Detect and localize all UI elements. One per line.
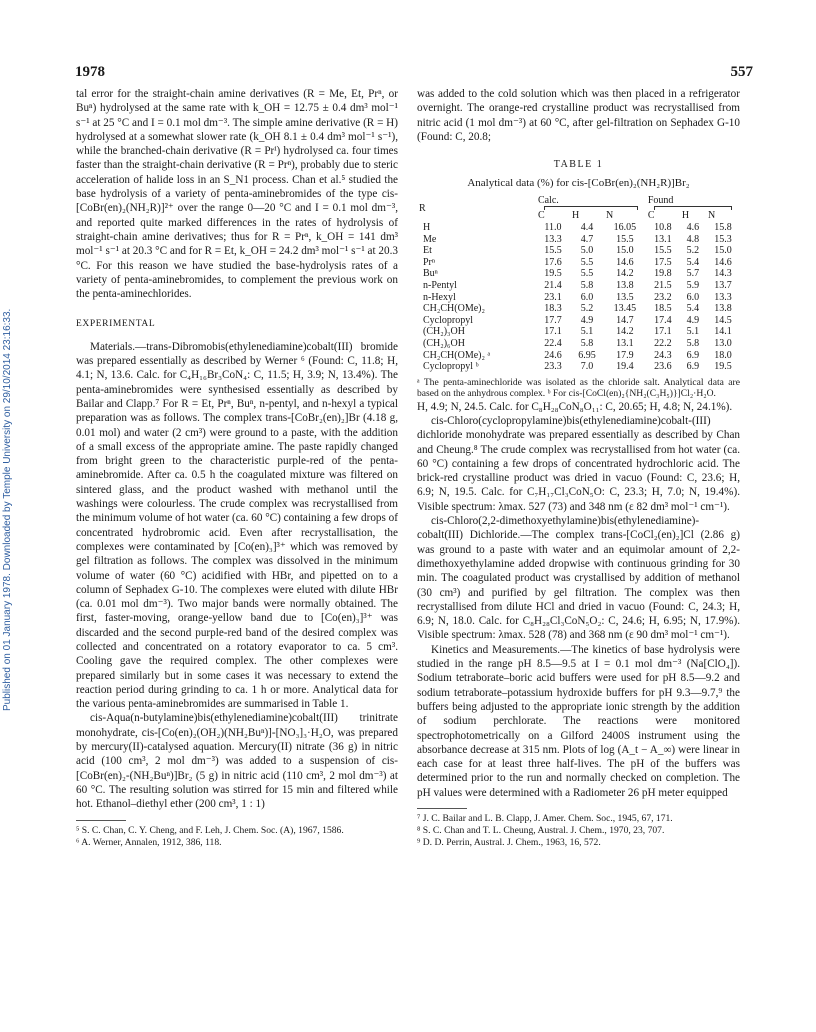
table-cell-value: 15.0 [616,245,634,257]
table-cell-value: 5.2 [686,245,700,257]
table-cell-r: Me [423,233,437,245]
table-cell-value: 5.5 [580,268,594,280]
footnote-divider [76,820,126,821]
table-cell-value: 15.0 [714,245,732,257]
header-year: 1978 [75,64,105,80]
footnote-9: ⁹ D. D. Perrin, Austral. J. Chem., 1963, 16, 572. [417,837,601,849]
table-cell-value: 19.5 [714,361,732,373]
table-header-cell: C [537,210,545,222]
table-cell-value: 4.9 [580,314,594,326]
table-cell-r: H [423,221,431,233]
table-cell-value: 23.6 [654,361,672,373]
table-cell-r: Cyclopropyl [423,314,473,326]
table-cell-value: 16.05 [613,221,637,233]
table-cell-r: n-Hexyl [423,291,456,303]
table-cell-value: 4.9 [686,314,700,326]
table-cell-value: 6.0 [580,291,594,303]
table-cell-value: 21.4 [544,279,562,291]
table-cell-value: 18.5 [654,303,672,315]
table-cell-value: 13.1 [654,233,672,245]
table-cell-value: 23.2 [654,291,672,303]
table-cell-value: 22.4 [544,337,562,349]
table-cell-value: 19.5 [544,268,562,280]
table-cell-value: 13.7 [714,279,732,291]
table-cell-value: 13.8 [616,279,634,291]
table-group-calc: Calc. [536,195,646,211]
table-cell-r: Prⁿ [423,256,436,268]
table-cell-value: 17.7 [544,314,562,326]
footnote-5: ⁵ S. C. Chan, C. Y. Cheng, and F. Leh, J. Chem. Soc. (A), 1967, 1586. [76,824,344,836]
table-cell-value: 11.0 [544,221,562,233]
table-cell-value: 15.5 [544,245,562,257]
right-paragraph-1: was added to the cold solution which was then placed in a refrigerator overnight. The orange-red crystalline product was recrystallised from nitric acid (1 mol dm⁻³) at 60 °C, after gel-filtration on Sephadex G-10 (Found: C, 20.8; [417,88,740,143]
table-cell-value: 10.8 [654,221,672,233]
table-cell-value: 5.1 [580,326,594,338]
materials-paragraph: Materials.—trans-Dibromobis(ethylenediamine)cobalt(III) bromide was prepared essentially as described by Werner ⁶ (Found: C, 11.8; H, 4.1; N, 13.6. Calc. for C₄H₁₆Br₃CoN₄: C, 11.5; H, 3.9; N, 13.4%). The penta-aminebromides were synthesised essentially as described by Bailar and Clapp.⁷ For R = Et, Prⁿ, Buⁿ, n-pentyl, and n-hexyl a typical preparation was as follows. The complex trans-[CoBr₂(en)₂]Br (4.18 g, 0.01 mol) and water (2 cm³) were ground to a paste, with the addition of a small excess of the appropriate amine. The paste rapidly changed from bright green to the characteristic purple-red of the penta-aminebromide. After ca. 0.5 h the coagulated mixture was filtered on sintered glass, and the product washed with methanol until the washings were colourless. The crude complex was recrystallised from the minimum volume of hot water (ca. 60 °C) containing a few drops of concentrated hydrobromic acid. Even after recrystallisation, the complexes were contaminated by [Co(en)₃]³⁺ which was removed by gel filtration as follows. The complex was dissolved in the minimum volume of water (60 °C) acidified with HBr, and pipetted on to a column of Sephadex G-10. The complexes were eluted with dilute HBr (ca. 0.01 mol dm⁻³). Two major bands were normally obtained. The first, faster-moving, orange-yellow band due to [Co(en)₃]³⁺ was discarded and the second purple-red band of the desired complex was collected and concentrated on a rotatory evaporator to ca. 5 cm³. Cooling gave the required complex. The other complexes were prepared similarly but in some cases it was necessary to extend the reaction period during grinding to ca. 1 h or more. Analytical data for the various penta-aminebromides are summarised in Table 1. [76,340,398,711]
table-cell-value: 14.1 [714,326,732,338]
aqua-complex-paragraph: cis-Aqua(n-butylamine)bis(ethylenediamine)cobalt(III) trinitrate monohydrate, cis-[Co(en)₂(OH₂)(NH₂Buⁿ)]-[NO₃]₃·H₂O, was prepared by mercury(II)-catalysed aquation. Mercury(II) nitrate (36 g) in nitric acid (100 cm³, 2 mol dm⁻³) was added to a suspension of cis-[CoBr(en)₂-(NH₂Buⁿ)]Br₂ (5 g) in nitric acid (110 cm³, 2 mol dm⁻³) at 60 °C. The resulting solution was stirred for 15 min and filtered while hot. Ethanol–diethyl ether (200 cm³, 1 : 1) [76,712,398,811]
table-cell-value: 13.45 [613,303,637,315]
table-cell-value: 5.4 [686,303,700,315]
table-row [417,222,740,234]
table-cell-value: 5.4 [686,256,700,268]
table-cell-value: 22.2 [654,337,672,349]
table-cell-value: 19.4 [616,361,634,373]
table-cell-value: 5.8 [580,337,594,349]
table-cell-value: 6.0 [686,291,700,303]
download-watermark[interactable]: Published on 01 January 1978. Downloaded by Temple University on 29/10/2014 23:16:33. [2,308,13,712]
table-cell-value: 5.1 [686,326,700,338]
table-row [417,361,740,373]
table-cell-value: 4.8 [686,233,700,245]
table-cell-value: 6.9 [686,361,700,373]
cyclopropyl-paragraph: cis-Chloro(cyclopropylamine)bis(ethylenediamine)cobalt-(III) dichloride monohydrate was prepared essentially as described by Chan and Cheung.⁸ The crude complex was recrystallised from hot water (ca. 60 °C) containing a few drops of concentrated hydrochloric acid. The brick-red crystalline product was dried in vacuo (Found: C, 23.6; H, 6.9; N, 19.5. Calc. for C₇H₁₇Cl₃CoN₅O: C, 23.3; H, 7.0; N, 19.4%). Visible spectrum: λmax. 527 (73) and 348 nm (ε 82 dm³ mol⁻¹ cm⁻¹). [417,414,740,513]
table-cell-value: 17.4 [654,314,672,326]
table-body [417,222,740,373]
table-cell-value: 5.7 [686,268,700,280]
header-page-number: 557 [730,64,753,80]
table-row [417,303,740,315]
footnote-6: ⁶ A. Werner, Annalen, 1912, 386, 118. [76,836,222,848]
table-cell-value: 14.3 [714,268,732,280]
table-cell-value: 15.5 [616,233,634,245]
table-cell-value: 5.9 [686,279,700,291]
table-row [417,257,740,269]
table-group-found: Found [646,195,740,211]
table-cell-r: CH₂CH(OMe)₂ [423,303,485,315]
table-cell-value: 4.4 [580,221,594,233]
table-cell-value: 13.8 [714,303,732,315]
table-cell-r: (CH₂)₆OH [423,337,465,349]
table-row [417,245,740,257]
table-header-r: R [419,202,426,214]
table-cell-value: 14.5 [714,314,732,326]
table-row [417,326,740,338]
table-row [417,292,740,304]
table-cell-r: Buⁿ [423,268,438,280]
table-cell-value: 18.0 [714,349,732,361]
dimethoxy-paragraph: cis-Chloro(2,2-dimethoxyethylamine)bis(ethylenediamine)-cobalt(III) Dichloride.—The complex trans-[CoCl₂(en)₂]Cl (2.86 g) was ground to a paste with water and an equimolar amount of 2,2-dimethoxyethylamine added dropwise with continuous grinding for 30 min. The coagulated product was crystallised by addition of methanol (30 cm³) and purified by gel filtration. The complex was then recrystallised from dilute HCl and dried in vacuo (Found: C, 24.3; H, 6.9; N, 18.0. Calc. for C₈H₂₈Cl₃CoN₅O₂: C, 24.6; H, 6.95; N, 17.9%). Visible spectrum: λmax. 528 (78) and 368 nm (ε 90 dm³ mol⁻¹ cm⁻¹). [417,515,740,642]
table-cell-value: 5.2 [580,303,594,315]
table-header-cell: C [647,210,655,222]
table-cell-value: 15.8 [714,221,732,233]
table-cell-value: 13.3 [714,291,732,303]
table-cell-value: 17.6 [544,256,562,268]
table-title: Analytical data (%) for cis-[CoBr(en)₂(NH₂R)]Br₂ [467,177,690,190]
table-cell-value: 4.7 [580,233,594,245]
table-row [417,280,740,292]
footnote-8: ⁸ S. C. Chan and T. L. Cheung, Austral. J. Chem., 1970, 23, 707. [417,825,665,837]
table-caption: TABLE 1 [553,159,604,171]
table-header-cell: H [571,210,580,222]
table-cell-value: 17.1 [544,326,562,338]
table-cell-value: 17.1 [654,326,672,338]
table-header-cell: H [681,210,690,222]
table-cell-value: 15.3 [714,233,732,245]
table-cell-r: Cyclopropyl ᵇ [423,361,479,373]
table-cell-value: 21.5 [654,279,672,291]
left-paragraph-1: tal error for the straight-chain amine derivatives (R = Me, Et, Prⁿ, or Buⁿ) hydrolysed at the same rate with k_OH = 12.75 ± 0.4 dm³ mol⁻¹ s⁻¹ at 25 °C and I = 0.1 mol dm⁻³. The simple amine derivative (R = H) hydrolysed at a somewhat slower rate (k_OH 8.1 ± 0.4 dm³ mol⁻¹ s⁻¹), while the branched-chain derivative (R = Prⁱ) hydrolysed ca. four times faster than the straight-chain derivative (R = Prⁿ), probably due to steric acceleration of halide loss in an S_N1 process. Chan et al.⁵ studied the base hydrolysis of a variety of penta-aminebromides of the type cis-[CoBr(en)₂(NH₂R)]²⁺ over the range 0—20 °C and I = 0.1 mol dm⁻³, and reported quite marked differences in the rates of hydrolysis of straight-chain amine derivatives; thus for R = Prⁿ, k_OH = 141 dm³ mol⁻¹ s⁻¹ at 20.3 °C and for R = Et, k_OH = 24.2 dm³ mol⁻¹ s⁻¹ at 20.3 °C. For this reason we have studied the base-hydrolysis rates of a variety of penta-aminebromides, to complement the previous work on the penta-aminechlorides. [76,88,398,301]
table-cell-r: (CH₂)₃OH [423,326,465,338]
table-cell-value: 14.2 [616,326,634,338]
table-cell-value: 13.3 [544,233,562,245]
table-cell-value: 14.2 [616,268,634,280]
table-row [417,268,740,280]
table-cell-value: 13.0 [714,337,732,349]
table-cell-value: 14.6 [714,256,732,268]
table-cell-value: 6.9 [686,349,700,361]
kinetics-paragraph: Kinetics and Measurements.—The kinetics of base hydrolysis were studied in the range pH 8.5—9.5 at I = 0.1 mol dm⁻³ (Na[ClO₄]). Sodium tetraborate–boric acid buffers were used for pH 8.5—9.2 and sodium tetraborate–potassium hydroxide buffers for pH 9.3—9.7,⁹ the buffers being adjusted to the appropriate ionic strength by the addition of sodium perchlorate. The reactions were monitored spectrophotometrically on a Gilford 2400S instrument using the absorbance decrease at 315 nm. Plots of log (A_t − A_∞) were linear in each case for at least three half-lives. The pH of the buffers was determined prior to the run and normally checked on completion. The pH values were determined with a Radiometer 26 pH meter equipped [417,643,740,799]
table-cell-value: 15.5 [654,245,672,257]
table-cell-value: 4.6 [686,221,700,233]
table-header-cell: N [605,210,614,222]
table-cell-r: n-Pentyl [423,279,457,291]
analytical-data-table [417,195,740,373]
table-cell-value: 17.5 [654,256,672,268]
table-cell-value: 17.9 [616,349,634,361]
table-row [417,315,740,327]
table-cell-value: 24.3 [654,349,672,361]
right-paragraph-2: H, 4.9; N, 24.5. Calc. for C₈H₂₈CoN₈O₁₁: C, 20.65; H, 4.8; N, 24.1%). [417,400,733,413]
table-row [417,350,740,362]
table-cell-value: 5.8 [686,337,700,349]
table-cell-value: 13.5 [616,291,634,303]
table-cell-value: 6.95 [578,349,596,361]
table-note: ᵃ The penta-aminechloride was isolated as the chloride salt. Analytical data are based on the anhydrous complex. ᵇ For cis-[CoCl(en)₂{NH₂(C₃H₅)}]Cl₂·H₂O. [417,376,740,400]
table-cell-r: Et [423,245,432,257]
table-row [417,234,740,246]
table-cell-value: 5.8 [580,279,594,291]
table-cell-value: 5.0 [580,245,594,257]
table-cell-r: CH₂CH(OMe)₂ ᵃ [423,349,491,361]
table-cell-value: 14.7 [616,314,634,326]
table-cell-value: 13.1 [616,337,634,349]
footnote-divider [417,808,467,809]
table-cell-value: 14.6 [616,256,634,268]
table-cell-value: 19.8 [654,268,672,280]
table-cell-value: 23.1 [544,291,562,303]
footnote-7: ⁷ J. C. Bailar and L. B. Clapp, J. Amer. Chem. Soc., 1945, 67, 171. [417,813,673,824]
table-cell-value: 24.6 [544,349,562,361]
right-column [417,87,740,850]
table-cell-value: 5.5 [580,256,594,268]
table-cell-value: 7.0 [580,361,594,373]
table-cell-value: 18.3 [544,303,562,315]
left-column [76,87,398,849]
table-cell-value: 23.3 [544,361,562,373]
table-row [417,338,740,350]
table-header-cell: N [707,210,716,222]
section-heading: EXPERIMENTAL [76,319,156,330]
